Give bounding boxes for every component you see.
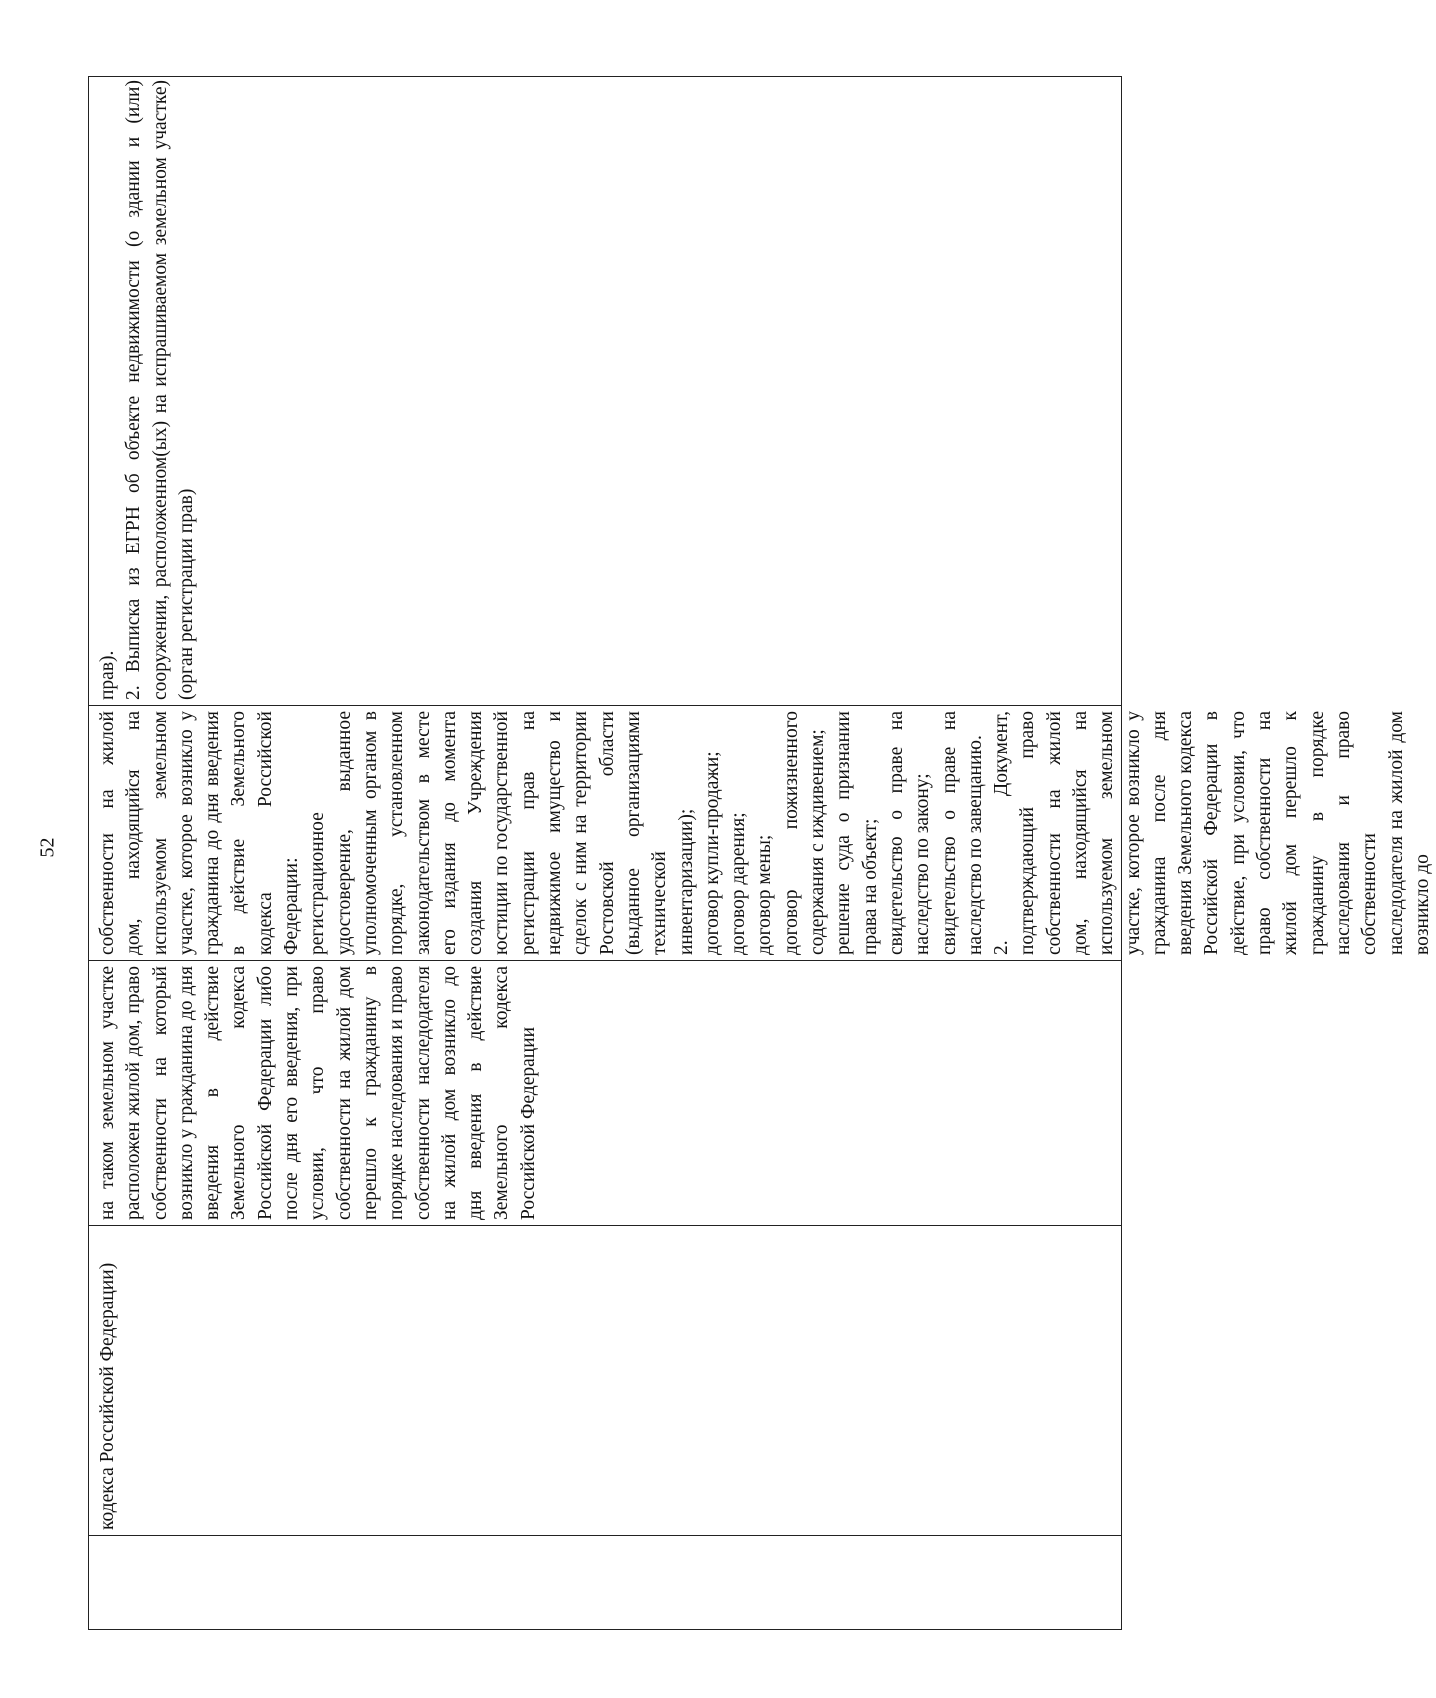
- table-cell-number: [89, 1535, 1121, 1629]
- table-grid: [88, 76, 1433, 1630]
- rotated-table: [88, 76, 1433, 1630]
- cell-text-documents-requested: прав). 2. Выписка из ЕГРН об объекте недвижимости (о здании и (или) сооружении, расположенном(ых) на испрашиваемом земельном участке) (орган регистрации прав): [97, 80, 197, 700]
- page-number: 52: [36, 837, 59, 858]
- cell-text-legal-basis: кодекса Российской Федерации): [97, 1262, 118, 1530]
- table-cell-documents-requested: [89, 75, 1121, 705]
- cell-text-condition: на таком земельном участке расположен жилой дом, право собственности на который возникло у гражданина до дня введения в действие Земельного кодекса Российской Федерации либо после дня его введения, при условии, что право собственности на жилой дом перешло к гражданину в порядке наследования и право собственности наследодателя на жилой дом возникло до дня введения в действие Земельного кодекса Российской Федерации: [97, 966, 539, 1220]
- table-cell-condition: [89, 960, 1121, 1225]
- cell-text-documents-applicant: собственности на жилой дом, находящийся на используемом земельном участке, которое возникло у гражданина до дня введения в действие Земельного кодекса Российской Федерации: регистрационное удостоверение, выданное уполномоченным органом в порядке, установленном законодательством в месте его издания до момента создания Учреждения юстиции по государственной регистрации прав на недвижимое имущество и сделок с ним на территории Ростовской области (выданное организациями технической инвентаризации); договор купли-продажи; договор дарения; договор мены; договор пожизненного содержания с иждивением; решение суда о признании права на объект; свидетельство о праве на наследство по закону; свидетельство о праве на наследство по завещанию. 2. Документ, подтверждающий право собственности на жилой дом, находящийся на используемом земельном участке, которое возникло у гражданина после дня введения Земельного кодекса Российской Федерации в действие, при условии, что право собственности на жилой дом перешло к гражданину в порядке наследования и право собственности наследодателя на жилой дом возникло до: [97, 711, 1433, 955]
- table-cell-legal-basis: [89, 1225, 1121, 1535]
- table-cell-documents-applicant: [89, 705, 1433, 960]
